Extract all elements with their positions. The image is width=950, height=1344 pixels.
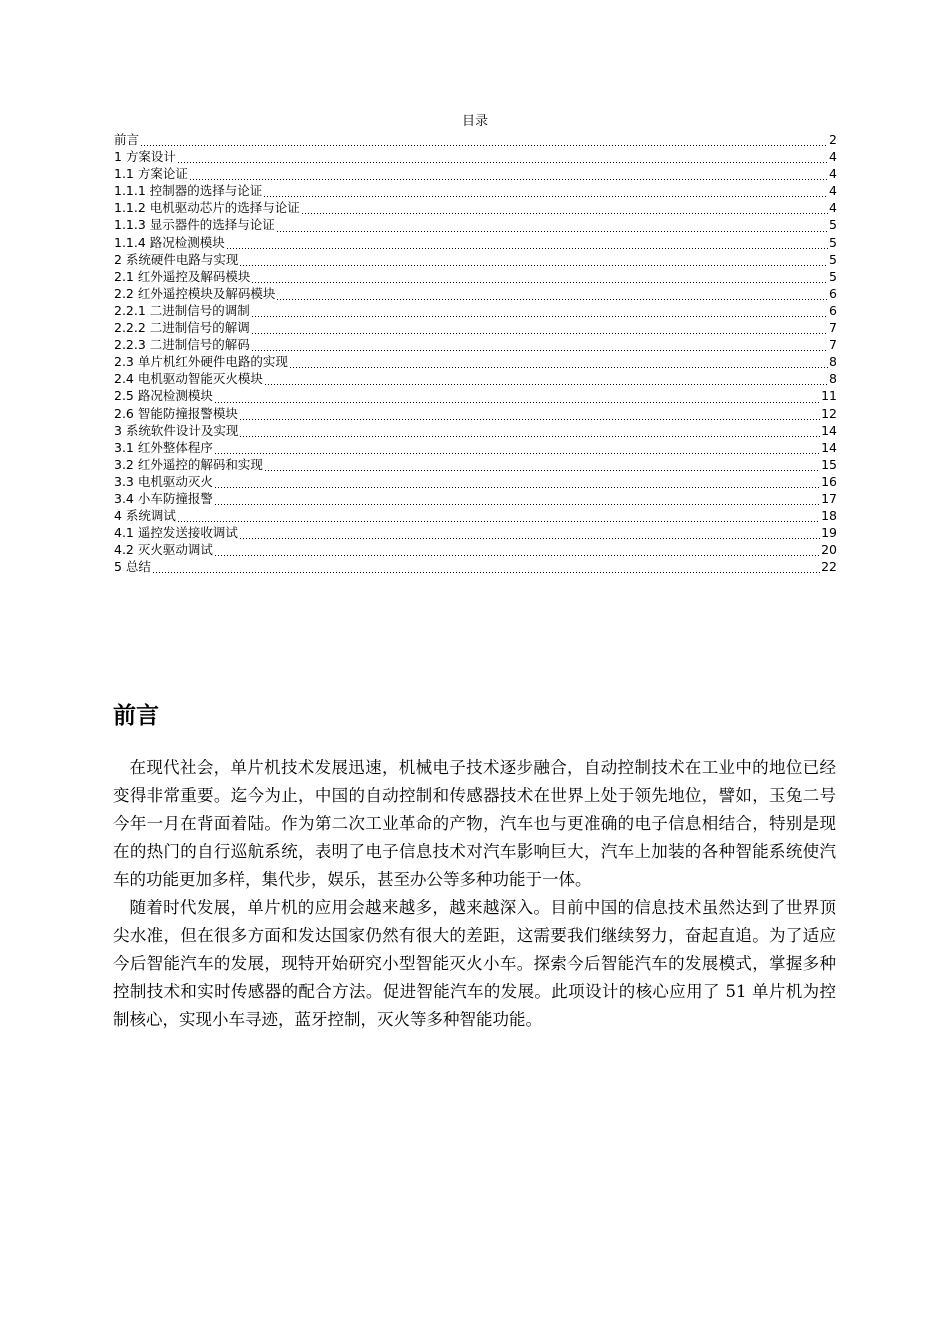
toc-entry[interactable] [114, 165, 837, 182]
toc-entry-label: 1.1.2 电机驱动芯片的选择与论证 [114, 200, 300, 216]
toc-entry[interactable] [114, 216, 837, 233]
toc-entry-label: 2.3 单片机红外硬件电路的实现 [114, 354, 288, 370]
toc-entry-page-number: 12 [821, 405, 837, 421]
toc-entry-label: 2 系统硬件电路与实现 [114, 251, 239, 267]
toc-entry-label: 2.2.2 二进制信号的解调 [114, 320, 250, 336]
toc-entry-label: 1.1 方案论证 [114, 166, 188, 182]
toc-dot-leader [264, 383, 828, 387]
toc-entry[interactable] [114, 268, 837, 285]
toc-dot-leader [251, 281, 828, 285]
toc-entry-page-number: 6 [829, 285, 837, 301]
toc-entry-page-number: 4 [829, 149, 837, 165]
toc-dot-leader [251, 349, 828, 353]
toc-dot-leader [239, 435, 820, 439]
toc-entry-page-number: 8 [829, 371, 837, 387]
toc-entry[interactable] [114, 387, 837, 404]
toc-entry[interactable] [114, 285, 837, 302]
toc-entry-label: 3.2 红外遥控的解码和实现 [114, 456, 263, 472]
toc-dot-leader [239, 537, 820, 541]
toc-entry-label: 2.6 智能防撞报警模块 [114, 405, 238, 421]
toc-entry-page-number: 7 [829, 320, 837, 336]
toc-entry[interactable] [114, 370, 837, 387]
toc-entry-page-number: 7 [829, 337, 837, 353]
toc-entry-page-number: 4 [829, 200, 837, 216]
toc-dot-leader [140, 144, 828, 148]
toc-entry-label: 3.3 电机驱动灭火 [114, 473, 213, 489]
toc-dot-leader [263, 195, 828, 199]
toc-entry-page-number: 8 [829, 354, 837, 370]
toc-entry[interactable] [114, 422, 837, 439]
toc-entry-page-number: 14 [821, 422, 837, 438]
toc-entry[interactable] [114, 439, 837, 456]
toc-entry-label: 1 方案设计 [114, 149, 176, 165]
toc-dot-leader [239, 418, 820, 422]
toc-dot-leader [214, 486, 820, 490]
toc-entry-label: 2.2.3 二进制信号的解码 [114, 337, 250, 353]
toc-entry-page-number: 5 [829, 234, 837, 250]
toc-dot-leader [226, 247, 828, 251]
toc-dot-leader [214, 401, 820, 405]
toc-dot-leader [289, 366, 828, 370]
toc-entry-label: 2.4 电机驱动智能灭火模块 [114, 371, 263, 387]
toc-entry-page-number: 20 [821, 542, 837, 558]
toc-entry[interactable] [114, 234, 837, 251]
toc-dot-leader [264, 469, 820, 473]
toc-dot-leader [276, 230, 828, 234]
preface-heading: 前言 [113, 703, 159, 729]
toc-dot-leader [189, 178, 828, 182]
toc-entry-page-number: 2 [829, 132, 837, 147]
toc-entry-label: 4 系统调试 [114, 508, 176, 524]
toc-entry-label: 4.2 灭火驱动调试 [114, 542, 213, 558]
toc-entry-label: 1.1.1 控制器的选择与论证 [114, 183, 263, 199]
toc-entry-page-number: 11 [821, 388, 837, 404]
toc-entry-label: 前言 [114, 132, 140, 147]
toc-dot-leader [251, 332, 828, 336]
toc-entry-label: 4.1 遥控发送接收调试 [114, 525, 238, 541]
toc-entry-page-number: 4 [829, 183, 837, 199]
toc-dot-leader [214, 554, 820, 558]
toc-title: 目录 [461, 114, 488, 129]
toc-entry-label: 5 总结 [114, 559, 151, 575]
toc-entry-page-number: 17 [821, 490, 837, 506]
toc-entry-page-number: 5 [829, 268, 837, 284]
toc-entry-label: 1.1.4 路况检测模块 [114, 234, 225, 250]
toc-entry-label: 3 系统软件设计及实现 [114, 422, 239, 438]
toc-entry-label: 2.2.1 二进制信号的调制 [114, 302, 250, 318]
toc-entry[interactable] [114, 473, 837, 490]
toc-entry[interactable] [114, 558, 837, 575]
toc-dot-leader [177, 520, 820, 524]
toc-entry[interactable] [114, 148, 837, 165]
toc-entry[interactable] [114, 507, 837, 524]
toc-entry-label: 3.4 小车防撞报警 [114, 490, 213, 506]
toc-dot-leader [177, 161, 828, 165]
toc-entry-page-number: 5 [829, 217, 837, 233]
toc-entry-page-number: 6 [829, 302, 837, 318]
toc-entry[interactable] [114, 302, 837, 319]
toc-entry[interactable] [114, 182, 837, 199]
preface-paragraph: 在现代社会，单片机技术发展迅速，机械电子技术逐步融合，自动控制技术在工业中的地位已经变得非常重要。迄今为止，中国的自动控制和传感器技术在世界上处于领先地位，譬如，玉兔二号今年一月在背面着陆。作为第二次工业革命的产物，汽车也与更准确的电子信息相结合，特别是现在的热门的自行巡航系统，表明了电子信息技术对汽车影响巨大，汽车上加装的各种智能系统使汽车的功能更加多样，集代步，娱乐，甚至办公等多种功能于一体。 [113, 758, 836, 889]
toc-entry[interactable] [114, 199, 837, 216]
toc-entry-label: 2.1 红外遥控及解码模块 [114, 268, 251, 284]
toc-dot-leader [214, 503, 820, 507]
toc-dot-leader [301, 212, 828, 216]
toc-entry-page-number: 18 [821, 508, 837, 524]
table-of-contents [114, 131, 837, 575]
toc-entry[interactable] [114, 251, 837, 268]
preface-paragraph: 随着时代发展，单片机的应用会越来越多，越来越深入。目前中国的信息技术虽然达到了世界顶尖水准，但在很多方面和发达国家仍然有很大的差距，这需要我们继续努力，奋起直追。为了适应今后智能汽车的发展，现特开始研究小型智能灭火小车。探索今后智能汽车的发展模式，掌握多种控制技术和实时传感器的配合方法。促进智能汽车的发展。此项设计的核心应用了 51 单片机为控制核心，实现小车寻迹，蓝牙控制，灭火等多种智能功能。 [113, 898, 836, 1029]
toc-entry-label: 2.2 红外遥控模块及解码模块 [114, 285, 276, 301]
toc-entry[interactable] [114, 131, 837, 148]
toc-entry[interactable] [114, 336, 837, 353]
toc-entry[interactable] [114, 524, 837, 541]
toc-entry[interactable] [114, 490, 837, 507]
toc-entry-page-number: 14 [821, 439, 837, 455]
preface-body [113, 754, 836, 1034]
toc-entry[interactable] [114, 405, 837, 422]
toc-entry[interactable] [114, 541, 837, 558]
toc-entry-label: 1.1.3 显示器件的选择与论证 [114, 217, 275, 233]
toc-entry-page-number: 19 [821, 525, 837, 541]
toc-entry-label: 2.5 路况检测模块 [114, 388, 213, 404]
toc-entry-page-number: 5 [829, 251, 837, 267]
toc-dot-leader [276, 298, 828, 302]
toc-dot-leader [214, 452, 820, 456]
toc-dot-leader [251, 315, 828, 319]
toc-entry-page-number: 22 [821, 559, 837, 575]
toc-entry[interactable] [114, 353, 837, 370]
toc-entry-page-number: 4 [829, 166, 837, 182]
toc-entry-page-number: 16 [821, 473, 837, 489]
toc-entry-label: 3.1 红外整体程序 [114, 439, 213, 455]
toc-dot-leader [239, 264, 828, 268]
toc-entry[interactable] [114, 319, 837, 336]
toc-entry[interactable] [114, 456, 837, 473]
toc-dot-leader [152, 571, 820, 575]
toc-entry-page-number: 15 [821, 456, 837, 472]
